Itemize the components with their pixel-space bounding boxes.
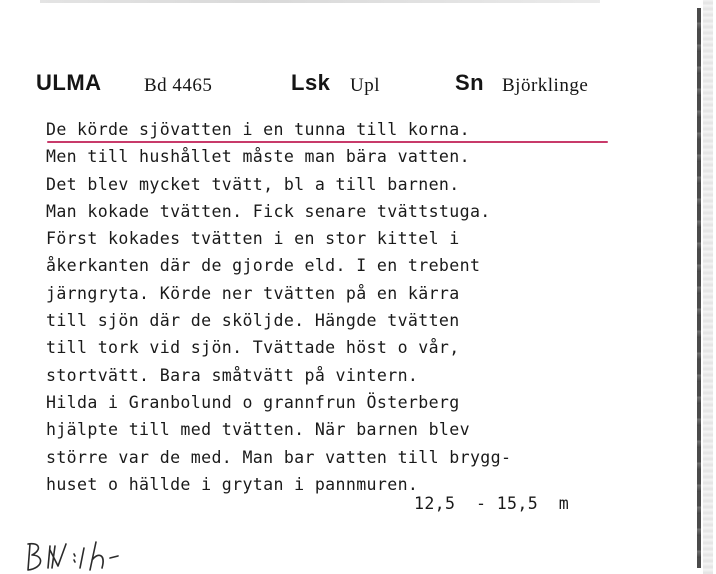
body-line: hjälpte till med tvätten. När barnen blev [46,420,470,440]
body-line: huset o hällde i grytan i pannmuren. [46,474,419,494]
scan-edge-shade [703,0,713,574]
lsk-value: Upl [350,75,380,96]
first-line-underline [47,141,608,143]
body-line: järngryta. Körde ner tvätten på en kärra [46,283,460,303]
measurement-text: 12,5 - 15,5 m [414,494,570,513]
lsk-label: Lsk [291,70,331,95]
scan-edge-line [697,8,701,568]
bd-number: Bd 4465 [144,75,213,96]
sn-value: Björklinge [502,75,589,96]
ulma-label: ULMA [36,70,102,95]
body-line: De körde sjövatten i en tunna till korna. [46,120,470,139]
body-line: till tork vid sjön. Tvättade höst o vår, [46,338,460,358]
body-line: åkerkanten där de gjorde eld. I en trebent [46,256,481,276]
body-line: större var de med. Man bar vatten till brygg- [46,447,512,467]
card-top-edge [40,0,600,3]
card-body-text [46,116,676,498]
body-line: Hilda i Granbolund o grannfrun Österberg [46,392,460,412]
body-line: stortvätt. Bara småtvätt på vintern. [46,365,419,385]
body-line: Först kokades tvätten i en stor kittel i [46,229,460,249]
body-line: Man kokade tvätten. Fick senare tvättstuga. [46,201,491,221]
body-line: Det blev mycket tvätt, bl a till barnen. [46,174,460,194]
card-right-edge [694,0,716,574]
handwritten-signature-mark [22,538,132,574]
sn-label: Sn [455,70,485,95]
body-line: till sjön där de sköljde. Hängde tvätten [46,311,460,331]
card-header [36,70,656,104]
body-line: Men till hushållet måste man bära vatten. [46,147,470,167]
